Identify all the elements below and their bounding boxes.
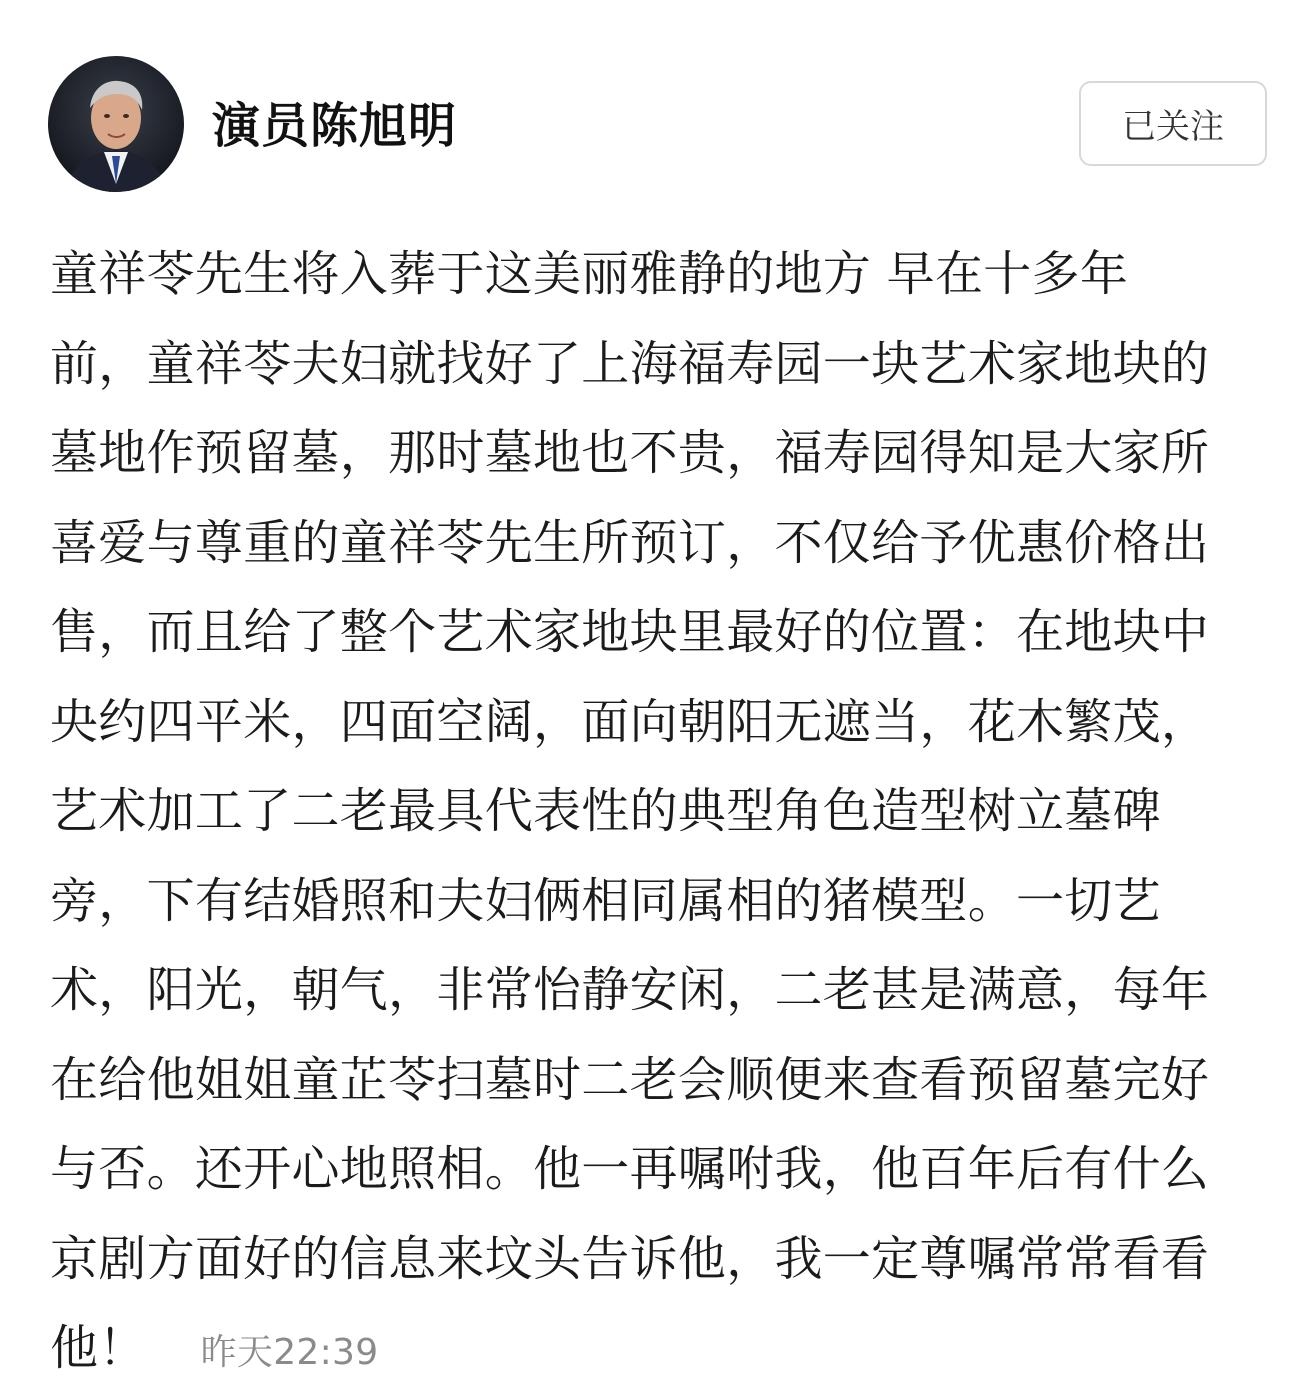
post-text-line: 他！ xyxy=(50,1320,147,1376)
post-header xyxy=(0,0,1314,220)
post-body xyxy=(50,230,1262,1394)
post-text-line: 术，阳光，朝气，非常怡静安闲，二老甚是满意，每年 xyxy=(50,962,1210,1018)
username[interactable]: 演员陈旭明 xyxy=(212,98,458,154)
post-text-line: 央约四平米，四面空阔，面向朝阳无遮当，花木繁茂， xyxy=(50,693,1210,750)
following-button[interactable]: 已关注 xyxy=(1079,81,1267,166)
post-timestamp: 昨天22:39 xyxy=(200,1332,379,1373)
post-text-line: 艺术加工了二老最具代表性的典型角色造型树立墓碑 xyxy=(50,783,1161,839)
avatar[interactable] xyxy=(48,56,184,192)
post-text-line: 在给他姐姐童芷苓扫墓时二老会顺便来查看预留墓完好 xyxy=(50,1051,1210,1108)
post-text-line: 旁，下有结婚照和夫妇俩相同属相的猪模型。一切艺 xyxy=(50,872,1161,929)
post-text-line: 童祥苓先生将入葬于这美丽雅静的地方 早在十多年 xyxy=(50,246,1129,302)
post-text-line: 喜爱与尊重的童祥苓先生所预订，不仅给予优惠价格出 xyxy=(50,514,1210,571)
post-text-line: 京剧方面好的信息来坟头告诉他，我一定尊嘱常常看看 xyxy=(50,1230,1210,1287)
post-text-line: 墓地作预留墓，那时墓地也不贵，福寿园得知是大家所 xyxy=(50,425,1210,481)
post-text-line: 前，童祥苓夫妇就找好了上海福寿园一块艺术家地块的 xyxy=(50,335,1210,392)
avatar-portrait-icon xyxy=(48,56,184,192)
post-last-line xyxy=(50,1304,1262,1394)
post-text-line: 售，而且给了整个艺术家地块里最好的位置：在地块中 xyxy=(50,604,1210,660)
post-text-line: 与否。还开心地照相。他一再嘱咐我，他百年后有什么 xyxy=(50,1141,1210,1197)
